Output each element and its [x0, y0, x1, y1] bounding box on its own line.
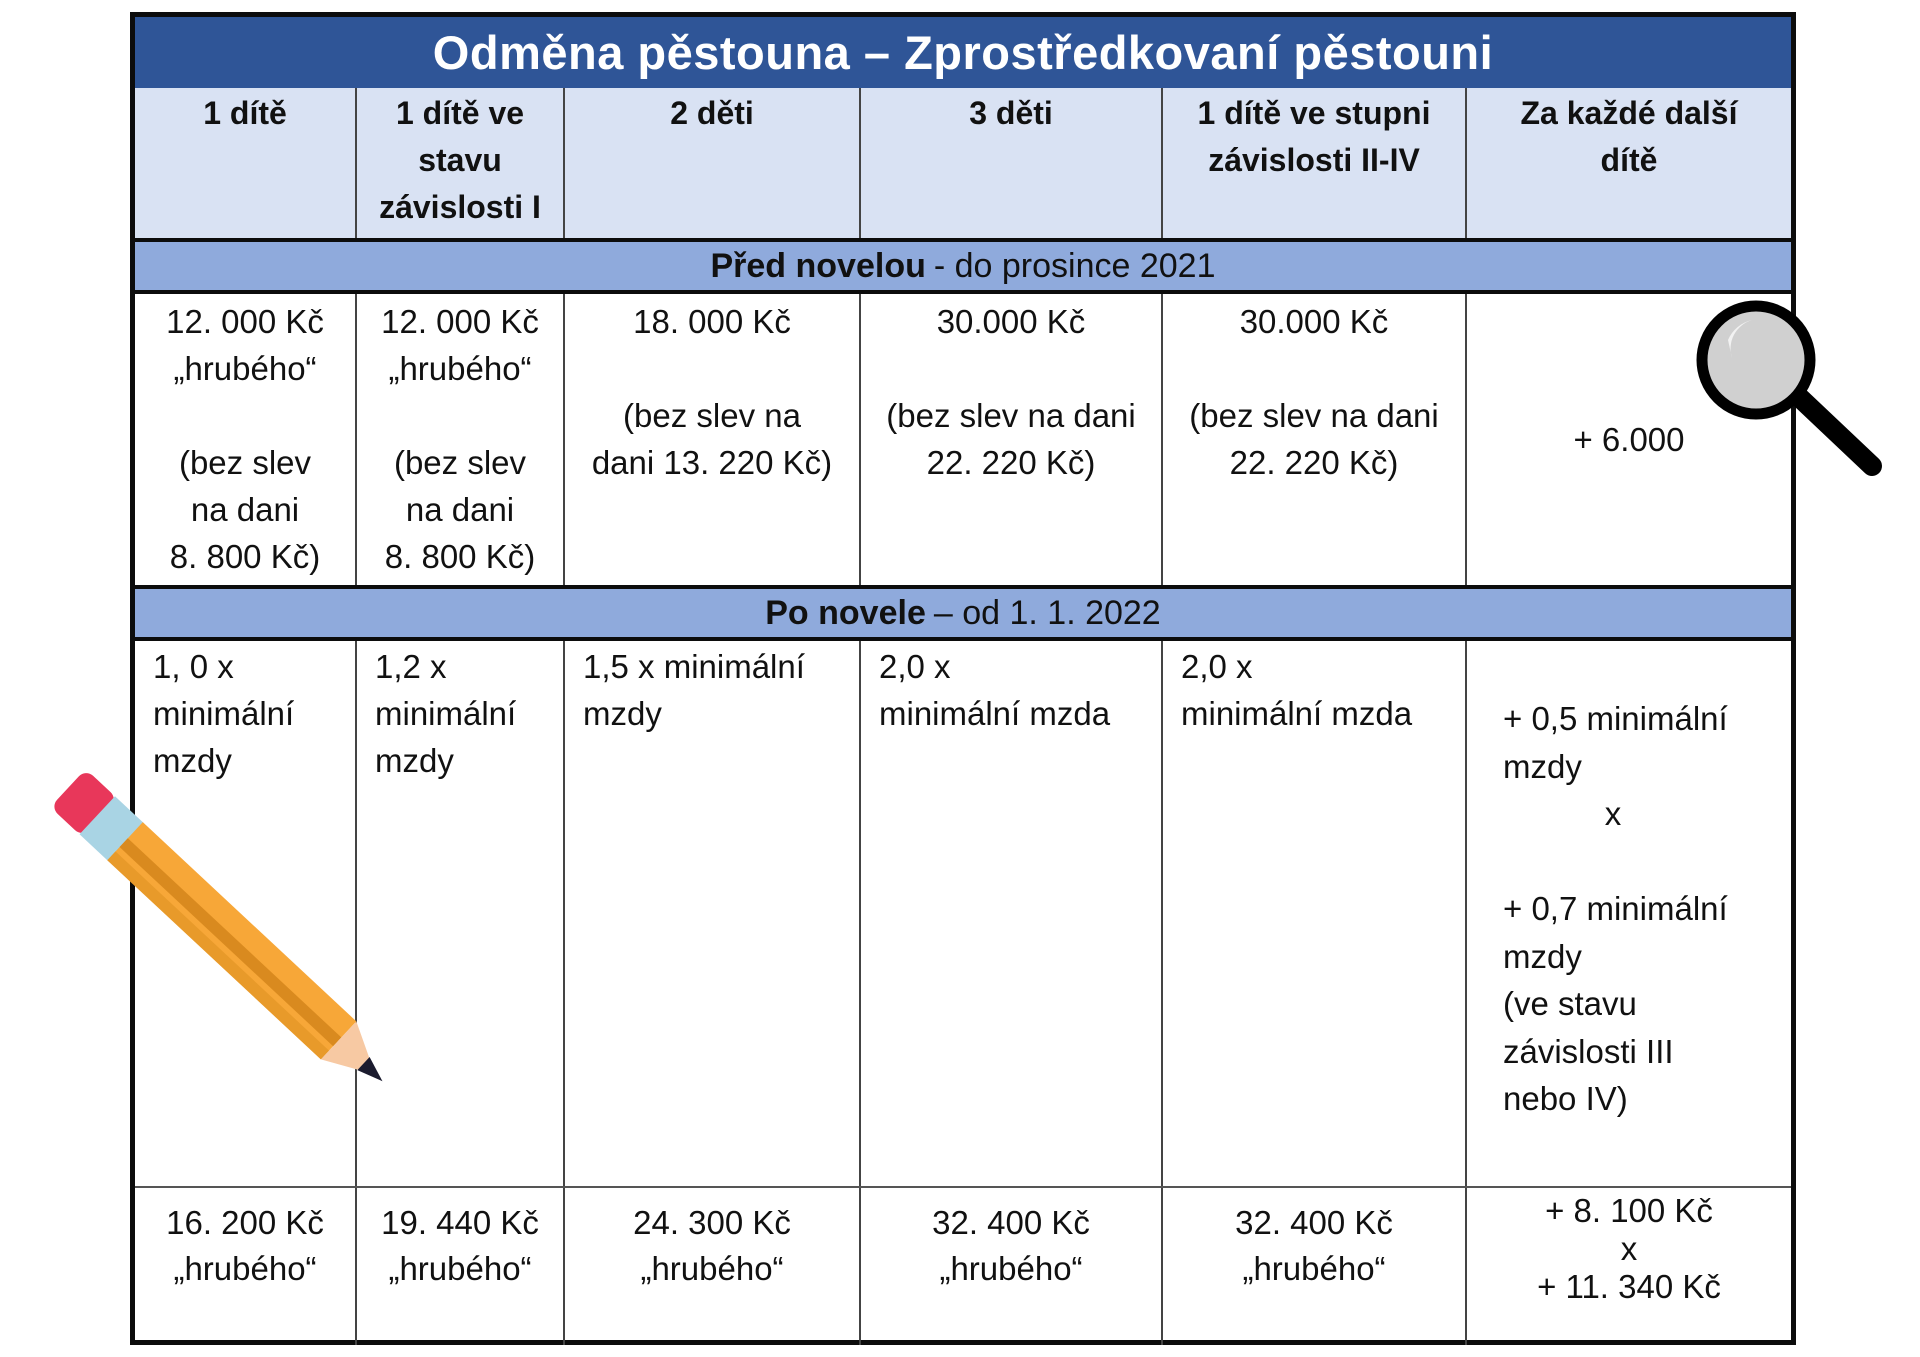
table-cell: 18. 000 Kč (bez slev na dani 13. 220 Kč) — [565, 294, 861, 585]
column-header: 1 dítě — [135, 88, 357, 238]
table-cell: + 8. 100 Kč x + 11. 340 Kč — [1537, 1192, 1721, 1305]
table-cell: 2,0 x minimální mzda — [861, 641, 1163, 1186]
section-before-rest: - do prosince 2021 — [933, 246, 1216, 285]
table-title: Odměna pěstouna – Zprostředkovaní pěstouni — [135, 17, 1791, 88]
table-cell: 1, 0 x minimální mzdy — [135, 641, 357, 1186]
column-header: 3 děti — [861, 88, 1163, 238]
table-cell: 12. 000 Kč „hrubého“ (bez slev na dani 8. 800 Kč) — [357, 294, 565, 585]
section-header-before — [135, 238, 1791, 294]
table-cell: 32. 400 Kč „hrubého“ — [1163, 1188, 1467, 1345]
table-cell: 32. 400 Kč „hrubého“ — [861, 1188, 1163, 1345]
column-header-row — [135, 88, 1791, 238]
table-cell-separator: x — [1604, 795, 1622, 832]
table-cell: 30.000 Kč (bez slev na dani 22. 220 Kč) — [1163, 294, 1467, 585]
column-header: 1 dítě ve stavu závislosti I — [357, 88, 565, 238]
table-cell: 1,5 x minimální mzdy — [565, 641, 861, 1186]
table-cell — [1467, 641, 1791, 1186]
remuneration-table — [130, 12, 1796, 1345]
column-header: Za každé další dítě — [1520, 95, 1738, 178]
table-cell: 16. 200 Kč „hrubého“ — [135, 1188, 357, 1345]
table-cell-value: + 6.000 — [1573, 421, 1685, 458]
table-cell: 2,0 x minimální mzda — [1163, 641, 1467, 1186]
table-row-after-amounts — [135, 1186, 1791, 1345]
magnifier-icon — [1690, 296, 1890, 486]
table-cell: 12. 000 Kč „hrubého“ (bez slev na dani 8. 800 Kč) — [135, 294, 357, 585]
table-cell: 30.000 Kč (bez slev na dani 22. 220 Kč) — [861, 294, 1163, 585]
section-header-after — [135, 585, 1791, 641]
table-cell: 19. 440 Kč „hrubého“ — [357, 1188, 565, 1345]
pencil-icon — [48, 760, 408, 1105]
table-cell: 1,2 x minimální mzdy — [357, 641, 565, 1186]
table-row-before — [135, 294, 1791, 585]
column-header: 1 dítě ve stupni závislosti II-IV — [1163, 88, 1467, 238]
section-before-bold: Před novelou — [710, 246, 926, 285]
table-cell-part: + 0,7 minimální mzdy (ve stavu závislosti III nebo IV) — [1503, 890, 1728, 1117]
column-header: 2 děti — [565, 88, 861, 238]
section-after-bold: Po novele — [765, 593, 926, 632]
table-cell: 24. 300 Kč „hrubého“ — [565, 1188, 861, 1345]
table-cell-part: + 0,5 minimální mzdy — [1503, 700, 1728, 785]
section-after-rest: – od 1. 1. 2022 — [933, 593, 1161, 632]
